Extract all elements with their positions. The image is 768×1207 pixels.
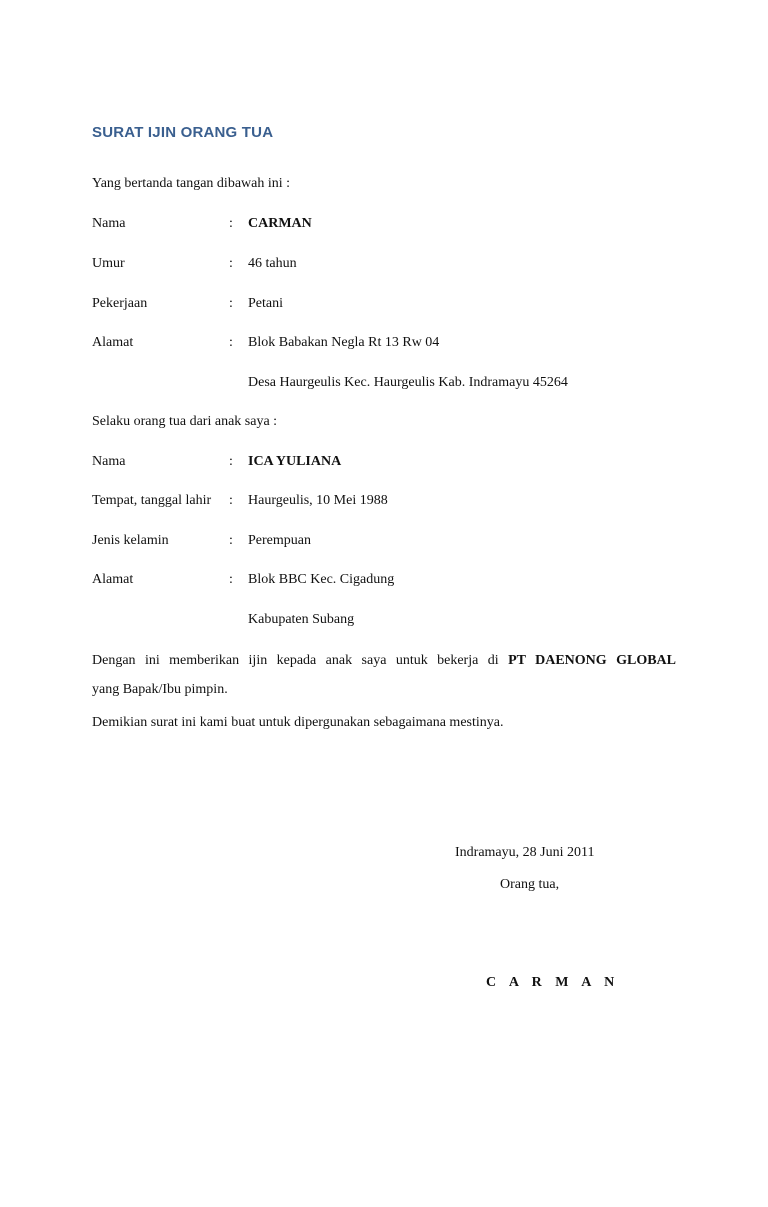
child-name-value: ICA YULIANA — [248, 454, 342, 469]
intro-text: Yang bertanda tangan dibawah ini : — [92, 176, 291, 191]
permission-text: Dengan ini memberikan ijin kepada anak saya untuk bekerja di — [92, 653, 499, 668]
child-gender-label: Jenis kelamin — [92, 533, 169, 548]
child-birth-value: Haurgeulis, 10 Mei 1988 — [248, 493, 388, 508]
parent-address-label: Alamat — [92, 335, 134, 350]
parent-address-line1: Blok Babakan Negla Rt 13 Rw 04 — [248, 335, 440, 350]
colon: : — [229, 256, 233, 271]
permission-line1 — [92, 646, 676, 675]
colon: : — [229, 572, 233, 587]
colon: : — [229, 216, 233, 231]
permission-line2: yang Bapak/Ibu pimpin. — [92, 682, 228, 697]
permission-paragraph — [92, 646, 676, 704]
child-gender-value: Perempuan — [248, 533, 311, 548]
child-name-label: Nama — [92, 454, 126, 469]
colon: : — [229, 296, 233, 311]
place-date: Indramayu, 28 Juni 2011 — [455, 845, 595, 860]
colon: : — [229, 335, 233, 350]
colon: : — [229, 454, 233, 469]
child-address-line2: Kabupaten Subang — [248, 612, 355, 627]
parent-age-label: Umur — [92, 256, 125, 271]
closing-text: Demikian surat ini kami buat untuk dipergunakan sebagaimana mestinya. — [92, 715, 504, 730]
colon: : — [229, 493, 233, 508]
parent-job-label: Pekerjaan — [92, 296, 148, 311]
child-address-label: Alamat — [92, 572, 134, 587]
child-address-line1: Blok BBC Kec. Cigadung — [248, 572, 395, 587]
signature-role: Orang tua, — [500, 877, 560, 892]
document-title: SURAT IJIN ORANG TUA — [92, 124, 274, 141]
parent-address-line2: Desa Haurgeulis Kec. Haurgeulis Kab. Indramayu 45264 — [248, 375, 568, 390]
parent-age-value: 46 tahun — [248, 256, 297, 271]
company-name: PT DAENONG GLOBAL — [508, 653, 676, 668]
child-birth-label: Tempat, tanggal lahir — [92, 493, 212, 508]
colon: : — [229, 533, 233, 548]
parent-job-value: Petani — [248, 296, 283, 311]
signature-name: C A R M A N — [486, 975, 620, 990]
parent-name-label: Nama — [92, 216, 126, 231]
parent-name-value: CARMAN — [248, 216, 312, 231]
child-intro-text: Selaku orang tua dari anak saya : — [92, 414, 278, 429]
